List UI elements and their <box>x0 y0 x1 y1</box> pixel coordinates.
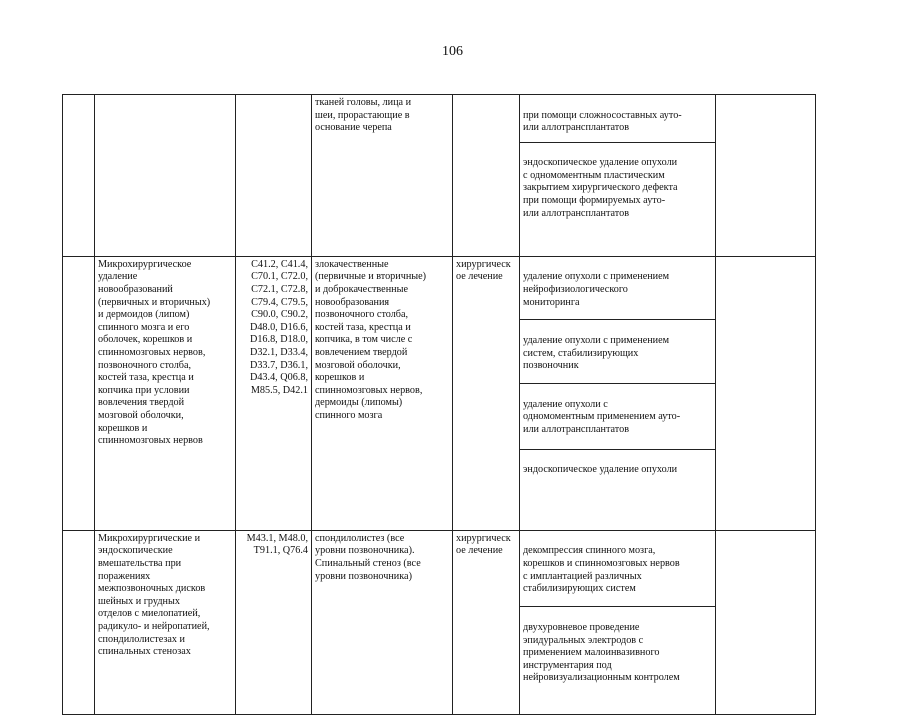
method-item: удаление опухоли с применением систем, стабилизирующих позвоночник <box>520 333 715 384</box>
cell-model: злокачественные (первичные и вторичные) и доброкачественные новообразования позвоночного столба, костей таза, крестца и копчика, в том числе с вовлечением твердой мозговой оболочки, корешков и спинномозговых нервов, дермоиды (липомы) спинного мозга <box>312 256 453 530</box>
cell-number <box>63 95 95 257</box>
method-item: эндоскопическое удаление опухоли с одномоментным пластическим закрытием хирургического дефекта при помощи формируемых ауто- или аллотрансплантатов <box>523 157 678 219</box>
cell-name <box>95 95 236 257</box>
cell-codes: M43.1, M48.0, T91.1, Q76.4 <box>236 530 312 714</box>
table-row <box>63 95 816 257</box>
cell-treatment-type: хирургическ ое лечение <box>453 256 520 530</box>
table-row <box>63 530 816 714</box>
cell-treatment-type <box>453 95 520 257</box>
cell-codes: C41.2, C41.4, C70.1, C72.0, C72.1, C72.8, C79.4, C79.5, C90.0, C90.2, D48.0, D16.6, D16.8, D18.0, D32.1, D33.4, D33.7, D36.1, D43.4, Q06.8, M85.5, D42.1 <box>236 256 312 530</box>
cell-extra <box>716 256 816 530</box>
page-number: 106 <box>442 44 463 59</box>
cell-name: Микрохирургическое удаление новообразований (первичных и вторичных) и дермоидов (липом) спинного мозга и его оболочек, корешков и спинномозговых нервов, позвоночного столба, костей таза, крестца и копчика при условии вовлечения твердой мозговой оболочки, корешков и спинномозговых нервов <box>95 256 236 530</box>
cell-treatment-type: хирургическ ое лечение <box>453 530 520 714</box>
method-item: удаление опухоли с применением нейрофизиологического мониторинга <box>520 269 715 320</box>
cell-model: спондилолистез (все уровни позвоночника). Спинальный стеноз (все уровни позвоночника) <box>312 530 453 714</box>
cell-extra <box>716 95 816 257</box>
cell-name: Микрохирургические и эндоскопические вмешательства при поражениях межпозвоночных дисков шейных и грудных отделов с миелопатией, радикуло- и нейропатией, спондилолистезах и спинальных стенозах <box>95 530 236 714</box>
method-item: удаление опухоли с одномоментным применением ауто- или аллотрансплантатов <box>520 397 715 450</box>
table-row <box>63 256 816 530</box>
cell-methods <box>520 530 716 714</box>
procedures-table <box>62 94 816 715</box>
cell-extra <box>716 530 816 714</box>
method-item: декомпрессия спинного мозга, корешков и спинномозговых нервов с имплантацией различных стабилизирующих систем <box>520 543 715 607</box>
method-item: эндоскопическое удаление опухоли <box>523 464 678 476</box>
cell-number <box>63 256 95 530</box>
cell-model: тканей головы, лица и шеи, прорастающие в основание черепа <box>312 95 453 257</box>
cell-methods <box>520 95 716 257</box>
cell-methods <box>520 256 716 530</box>
cell-codes <box>236 95 312 257</box>
cell-number <box>63 530 95 714</box>
method-item: двухуровневое проведение эпидуральных электродов с применением малоинвазивного инструментария под нейровизуализационным контролем <box>523 621 680 684</box>
method-item: при помощи сложносоставных ауто- или аллотрансплантатов <box>520 108 715 143</box>
